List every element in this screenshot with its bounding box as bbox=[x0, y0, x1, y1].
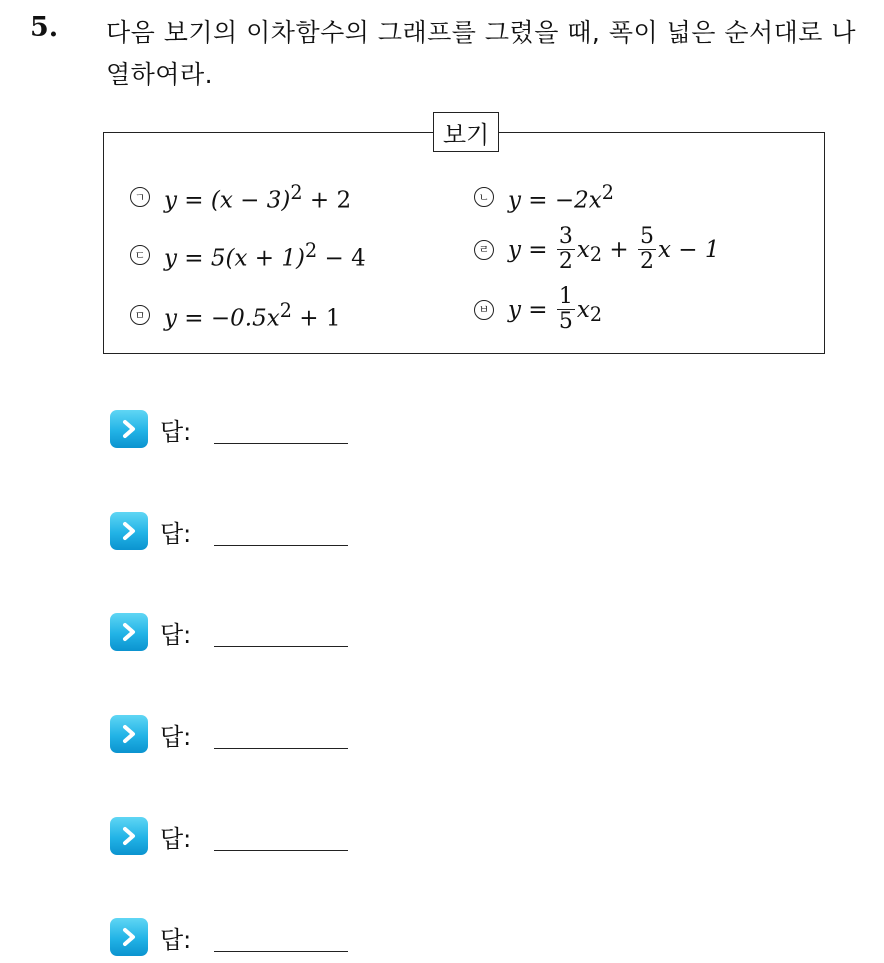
equation-part: + 2 bbox=[302, 187, 352, 214]
fraction-denominator: 2 bbox=[558, 249, 573, 274]
fraction-numerator: 3 bbox=[558, 224, 573, 249]
fraction-denominator: 2 bbox=[639, 249, 654, 274]
equation-part: y = 5(x + 1) bbox=[164, 245, 305, 272]
equation bbox=[164, 181, 351, 214]
equation-part: x − 1 bbox=[657, 236, 720, 263]
answer-row-4 bbox=[110, 714, 191, 754]
fraction bbox=[557, 285, 575, 334]
chevron-right-icon bbox=[110, 613, 148, 651]
chevron-right-icon bbox=[110, 918, 148, 956]
example-item-1 bbox=[130, 181, 351, 214]
chevron-right-icon bbox=[110, 410, 148, 448]
answer-label: 답: bbox=[160, 925, 192, 954]
question-number: 5. bbox=[30, 12, 59, 43]
item-marker: ㅂ bbox=[474, 300, 494, 320]
answer-blank[interactable] bbox=[214, 443, 348, 444]
item-marker: ㄷ bbox=[130, 245, 150, 265]
exponent: 2 bbox=[589, 303, 603, 326]
answer-label: 답: bbox=[160, 417, 192, 446]
exponent: 2 bbox=[601, 181, 614, 204]
fraction-numerator: 1 bbox=[558, 284, 573, 309]
equation-part: x bbox=[576, 296, 590, 323]
equation-part: + bbox=[602, 236, 636, 263]
item-marker: ㄹ bbox=[474, 240, 494, 260]
chevron-right-icon bbox=[110, 817, 148, 855]
fraction-numerator: 5 bbox=[639, 224, 654, 249]
exponent: 2 bbox=[589, 243, 603, 266]
equation bbox=[508, 225, 719, 274]
answer-blank[interactable] bbox=[214, 545, 348, 546]
chevron-right-icon bbox=[110, 715, 148, 753]
equation-part: y = bbox=[508, 236, 555, 263]
example-item-2 bbox=[474, 181, 614, 214]
example-item-4 bbox=[474, 225, 719, 274]
answer-label: 답: bbox=[160, 722, 192, 751]
item-marker: ㅁ bbox=[130, 305, 150, 325]
answer-blank[interactable] bbox=[214, 748, 348, 749]
example-item-3 bbox=[130, 239, 366, 272]
example-box bbox=[103, 120, 825, 354]
equation-part: y = −0.5x bbox=[164, 305, 280, 332]
answer-row-3 bbox=[110, 612, 191, 652]
exponent: 2 bbox=[279, 299, 292, 322]
equation bbox=[164, 299, 340, 332]
answer-blank[interactable] bbox=[214, 951, 348, 952]
answer-label: 답: bbox=[160, 824, 192, 853]
answer-label: 답: bbox=[160, 519, 192, 548]
exponent: 2 bbox=[304, 239, 318, 262]
equation bbox=[508, 285, 602, 334]
example-item-5 bbox=[130, 299, 340, 332]
equation-part: + 1 bbox=[291, 305, 341, 332]
example-box-title: 보기 bbox=[433, 112, 499, 152]
equation bbox=[508, 181, 614, 214]
equation bbox=[164, 239, 366, 272]
fraction bbox=[557, 225, 575, 274]
item-marker: ㄴ bbox=[474, 187, 494, 207]
answer-row-1 bbox=[110, 409, 191, 449]
equation-part: y = −2x bbox=[508, 187, 602, 214]
answer-row-6 bbox=[110, 917, 191, 957]
answer-row-5 bbox=[110, 816, 191, 856]
answer-blank[interactable] bbox=[214, 646, 348, 647]
item-marker: ㄱ bbox=[130, 187, 150, 207]
example-item-6 bbox=[474, 285, 602, 334]
equation-part: − 4 bbox=[317, 245, 366, 272]
equation-part: y = (x − 3) bbox=[164, 187, 291, 214]
answer-label: 답: bbox=[160, 620, 192, 649]
fraction-denominator: 5 bbox=[558, 309, 573, 334]
chevron-right-icon bbox=[110, 512, 148, 550]
equation-part: x bbox=[576, 236, 590, 263]
fraction bbox=[638, 225, 656, 274]
exponent: 2 bbox=[290, 181, 303, 204]
question-text: 다음 보기의 이차함수의 그래프를 그렸을 때, 폭이 넓은 순서대로 나열하여라. bbox=[106, 18, 857, 89]
answer-row-2 bbox=[110, 511, 191, 551]
answer-blank[interactable] bbox=[214, 850, 348, 851]
equation-part: y = bbox=[508, 296, 555, 323]
